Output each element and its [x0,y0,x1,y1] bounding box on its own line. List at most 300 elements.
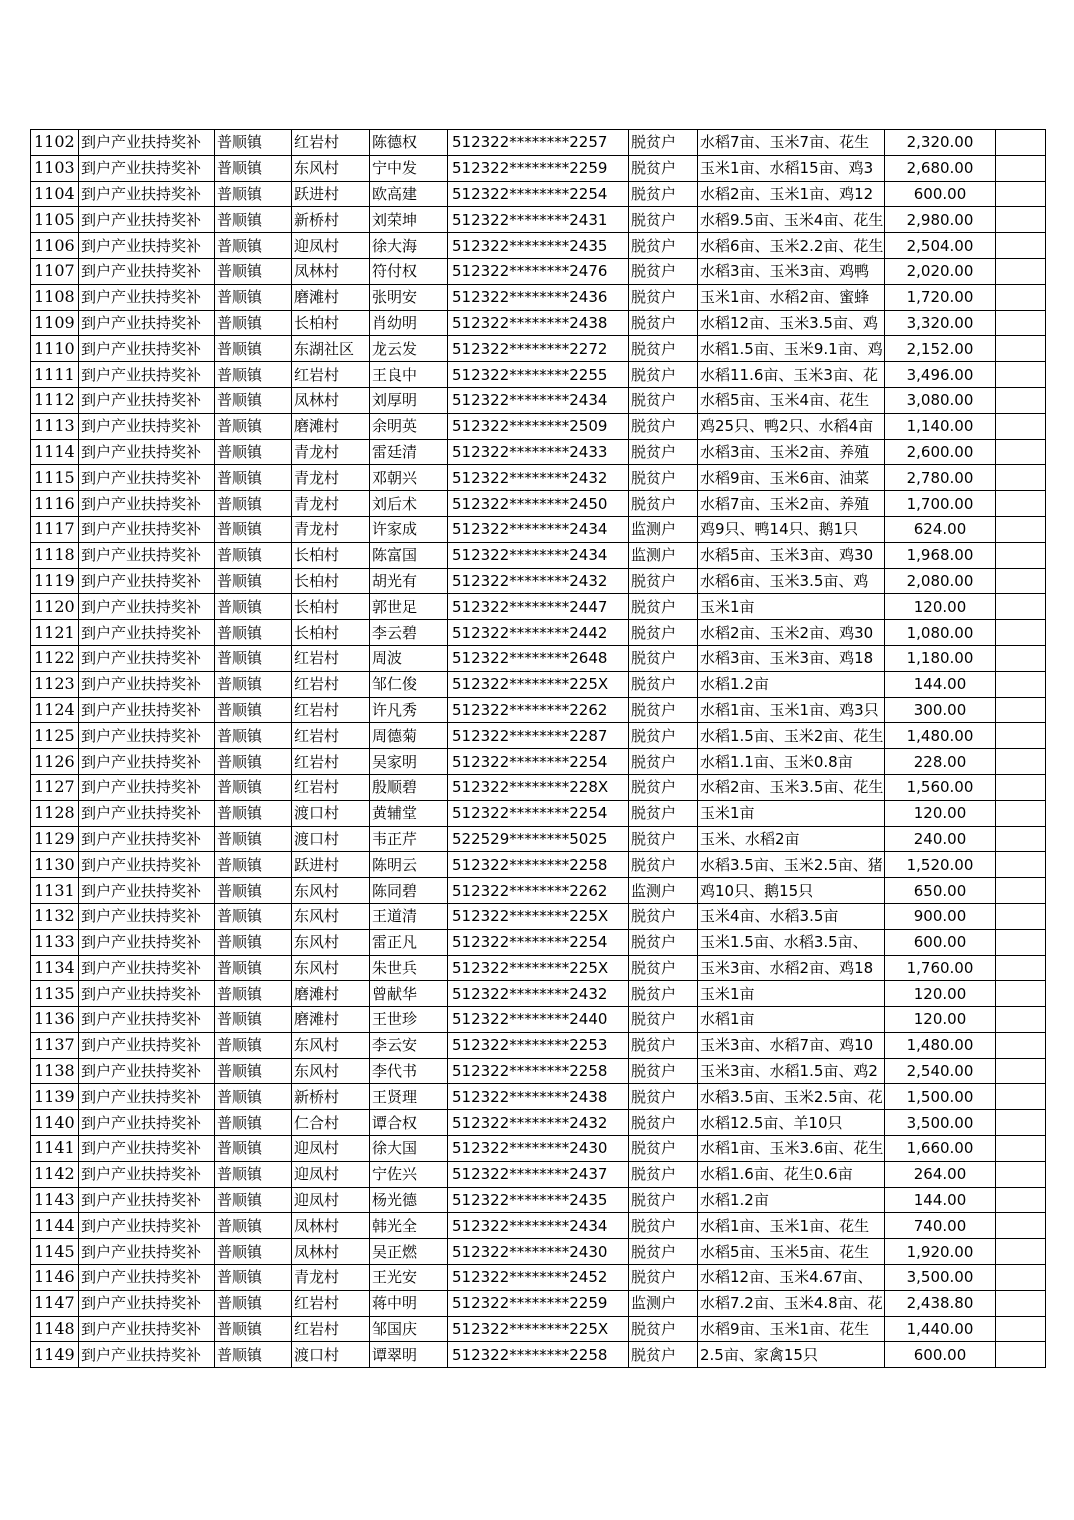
household-type-cell: 脱贫户 [629,387,698,413]
detail-cell: 玉米1亩、水稻15亩、鸡3 [698,155,885,181]
row-number: 1147 [31,1290,79,1316]
town-cell: 普顺镇 [215,1290,292,1316]
table-row [31,130,1046,156]
amount-cell: 1,560.00 [885,774,996,800]
row-number: 1114 [31,439,79,465]
name-cell: 谭翠明 [370,1342,448,1368]
household-type-cell: 脱贫户 [629,1239,698,1265]
table-row [31,1239,1046,1265]
household-type-cell: 脱贫户 [629,1136,698,1162]
name-cell: 欧高建 [370,181,448,207]
table-row [31,878,1046,904]
village-cell: 红岩村 [292,697,370,723]
town-cell: 普顺镇 [215,1007,292,1033]
household-type-cell: 脱贫户 [629,413,698,439]
household-type-cell: 脱贫户 [629,181,698,207]
id-number-cell: 512322********228X [448,774,629,800]
town-cell: 普顺镇 [215,749,292,775]
project-cell: 到户产业扶持奖补 [79,491,215,517]
amount-cell: 3,500.00 [885,1265,996,1291]
row-number: 1109 [31,310,79,336]
project-cell: 到户产业扶持奖补 [79,878,215,904]
amount-cell: 1,920.00 [885,1239,996,1265]
id-number-cell: 512322********2434 [448,542,629,568]
town-cell: 普顺镇 [215,620,292,646]
project-cell: 到户产业扶持奖补 [79,852,215,878]
id-number-cell: 512322********2255 [448,362,629,388]
household-type-cell: 脱贫户 [629,903,698,929]
town-cell: 普顺镇 [215,1161,292,1187]
amount-cell: 2,504.00 [885,233,996,259]
note-cell [996,1161,1046,1187]
town-cell: 普顺镇 [215,1213,292,1239]
town-cell: 普顺镇 [215,723,292,749]
row-number: 1115 [31,465,79,491]
project-cell: 到户产业扶持奖补 [79,671,215,697]
town-cell: 普顺镇 [215,1032,292,1058]
town-cell: 普顺镇 [215,336,292,362]
table-row [31,516,1046,542]
note-cell [996,1213,1046,1239]
project-cell: 到户产业扶持奖补 [79,465,215,491]
amount-cell: 600.00 [885,1342,996,1368]
village-cell: 磨滩村 [292,284,370,310]
name-cell: 邹国庆 [370,1316,448,1342]
detail-cell: 水稻5亩、玉米5亩、花生 [698,1239,885,1265]
household-type-cell: 脱贫户 [629,929,698,955]
row-number: 1136 [31,1007,79,1033]
amount-cell: 3,496.00 [885,362,996,388]
note-cell [996,439,1046,465]
project-cell: 到户产业扶持奖补 [79,1110,215,1136]
table-row [31,284,1046,310]
village-cell: 磨滩村 [292,981,370,1007]
detail-cell: 水稻6亩、玉米2.2亩、花生 [698,233,885,259]
table-row [31,826,1046,852]
amount-cell: 2,152.00 [885,336,996,362]
town-cell: 普顺镇 [215,671,292,697]
project-cell: 到户产业扶持奖补 [79,181,215,207]
town-cell: 普顺镇 [215,1316,292,1342]
household-type-cell: 脱贫户 [629,955,698,981]
row-number: 1102 [31,130,79,156]
amount-cell: 600.00 [885,181,996,207]
village-cell: 东风村 [292,903,370,929]
id-number-cell: 512322********2432 [448,981,629,1007]
table-row [31,233,1046,259]
detail-cell: 玉米1亩、水稻2亩、蜜蜂 [698,284,885,310]
project-cell: 到户产业扶持奖补 [79,336,215,362]
note-cell [996,362,1046,388]
note-cell [996,516,1046,542]
name-cell: 雷正凡 [370,929,448,955]
amount-cell: 240.00 [885,826,996,852]
note-cell [996,1316,1046,1342]
name-cell: 曾献华 [370,981,448,1007]
table-row [31,155,1046,181]
detail-cell: 水稻2亩、玉米1亩、鸡12 [698,181,885,207]
household-type-cell: 监测户 [629,542,698,568]
table-row [31,181,1046,207]
household-type-cell: 脱贫户 [629,362,698,388]
project-cell: 到户产业扶持奖补 [79,1032,215,1058]
note-cell [996,465,1046,491]
project-cell: 到户产业扶持奖补 [79,1161,215,1187]
amount-cell: 120.00 [885,800,996,826]
id-number-cell: 512322********2430 [448,1239,629,1265]
row-number: 1132 [31,903,79,929]
table-row [31,207,1046,233]
table-row [31,1187,1046,1213]
amount-cell: 2,438.80 [885,1290,996,1316]
name-cell: 王世珍 [370,1007,448,1033]
row-number: 1105 [31,207,79,233]
note-cell [996,852,1046,878]
table-row [31,1032,1046,1058]
town-cell: 普顺镇 [215,233,292,259]
id-number-cell: 512322********2452 [448,1265,629,1291]
town-cell: 普顺镇 [215,1239,292,1265]
table-row [31,1342,1046,1368]
amount-cell: 1,520.00 [885,852,996,878]
note-cell [996,387,1046,413]
note-cell [996,1239,1046,1265]
name-cell: 郭世足 [370,594,448,620]
detail-cell: 水稻12亩、玉米3.5亩、鸡 [698,310,885,336]
household-type-cell: 脱贫户 [629,284,698,310]
table-row [31,413,1046,439]
name-cell: 邹仁俊 [370,671,448,697]
household-type-cell: 脱贫户 [629,233,698,259]
project-cell: 到户产业扶持奖补 [79,620,215,646]
id-number-cell: 512322********2476 [448,258,629,284]
detail-cell: 水稻12亩、玉米4.67亩、 [698,1265,885,1291]
amount-cell: 120.00 [885,1007,996,1033]
name-cell: 肖幼明 [370,310,448,336]
village-cell: 迎凤村 [292,1161,370,1187]
row-number: 1130 [31,852,79,878]
project-cell: 到户产业扶持奖补 [79,800,215,826]
amount-cell: 1,720.00 [885,284,996,310]
table-row [31,1058,1046,1084]
detail-cell: 水稻1.2亩 [698,671,885,697]
id-number-cell: 512322********2430 [448,1136,629,1162]
row-number: 1120 [31,594,79,620]
village-cell: 东风村 [292,878,370,904]
detail-cell: 水稻3亩、玉米3亩、鸡18 [698,645,885,671]
name-cell: 刘厚明 [370,387,448,413]
table-row [31,465,1046,491]
project-cell: 到户产业扶持奖补 [79,1058,215,1084]
project-cell: 到户产业扶持奖补 [79,542,215,568]
id-number-cell: 512322********2253 [448,1032,629,1058]
name-cell: 殷顺碧 [370,774,448,800]
id-number-cell: 512322********2432 [448,1110,629,1136]
village-cell: 长柏村 [292,594,370,620]
town-cell: 普顺镇 [215,155,292,181]
village-cell: 凤林村 [292,1239,370,1265]
name-cell: 陈明云 [370,852,448,878]
row-number: 1133 [31,929,79,955]
detail-cell: 玉米4亩、水稻3.5亩 [698,903,885,929]
amount-cell: 1,700.00 [885,491,996,517]
id-number-cell: 512322********2272 [448,336,629,362]
village-cell: 红岩村 [292,774,370,800]
note-cell [996,1136,1046,1162]
note-cell [996,929,1046,955]
project-cell: 到户产业扶持奖补 [79,568,215,594]
project-cell: 到户产业扶持奖补 [79,516,215,542]
household-type-cell: 脱贫户 [629,1084,698,1110]
project-cell: 到户产业扶持奖补 [79,1342,215,1368]
detail-cell: 水稻3亩、玉米2亩、养殖 [698,439,885,465]
village-cell: 东湖社区 [292,336,370,362]
note-cell [996,826,1046,852]
household-type-cell: 脱贫户 [629,336,698,362]
name-cell: 符付权 [370,258,448,284]
row-number: 1142 [31,1161,79,1187]
detail-cell: 水稻3亩、玉米3亩、鸡鸭 [698,258,885,284]
household-type-cell: 脱贫户 [629,207,698,233]
name-cell: 陈富国 [370,542,448,568]
row-number: 1129 [31,826,79,852]
detail-cell: 水稻9亩、玉米1亩、花生 [698,1316,885,1342]
table-row [31,258,1046,284]
village-cell: 迎凤村 [292,1187,370,1213]
detail-cell: 水稻5亩、玉米3亩、鸡30 [698,542,885,568]
town-cell: 普顺镇 [215,491,292,517]
name-cell: 龙云发 [370,336,448,362]
id-number-cell: 512322********2432 [448,465,629,491]
id-number-cell: 512322********2436 [448,284,629,310]
detail-cell: 鸡9只、鸭14只、鹅1只 [698,516,885,542]
detail-cell: 玉米1.5亩、水稻3.5亩、 [698,929,885,955]
row-number: 1145 [31,1239,79,1265]
project-cell: 到户产业扶持奖补 [79,310,215,336]
name-cell: 胡光有 [370,568,448,594]
name-cell: 徐大海 [370,233,448,259]
village-cell: 红岩村 [292,362,370,388]
name-cell: 韦正芹 [370,826,448,852]
project-cell: 到户产业扶持奖补 [79,697,215,723]
village-cell: 红岩村 [292,645,370,671]
town-cell: 普顺镇 [215,1058,292,1084]
row-number: 1134 [31,955,79,981]
note-cell [996,749,1046,775]
project-cell: 到户产业扶持奖补 [79,1084,215,1110]
detail-cell: 玉米1亩 [698,594,885,620]
row-number: 1111 [31,362,79,388]
amount-cell: 1,480.00 [885,1032,996,1058]
id-number-cell: 512322********2509 [448,413,629,439]
household-type-cell: 脱贫户 [629,594,698,620]
note-cell [996,1290,1046,1316]
row-number: 1106 [31,233,79,259]
amount-cell: 1,500.00 [885,1084,996,1110]
household-type-cell: 脱贫户 [629,852,698,878]
note-cell [996,903,1046,929]
amount-cell: 2,980.00 [885,207,996,233]
note-cell [996,697,1046,723]
detail-cell: 鸡10只、鹅15只 [698,878,885,904]
id-number-cell: 512322********225X [448,671,629,697]
detail-cell: 鸡25只、鸭2只、水稻4亩 [698,413,885,439]
village-cell: 青龙村 [292,465,370,491]
detail-cell: 水稻1.5亩、玉米9.1亩、鸡 [698,336,885,362]
table-row [31,568,1046,594]
project-cell: 到户产业扶持奖补 [79,1213,215,1239]
household-type-cell: 脱贫户 [629,1161,698,1187]
project-cell: 到户产业扶持奖补 [79,155,215,181]
village-cell: 渡口村 [292,826,370,852]
id-number-cell: 512322********2442 [448,620,629,646]
village-cell: 红岩村 [292,1290,370,1316]
name-cell: 王良中 [370,362,448,388]
id-number-cell: 512322********2259 [448,155,629,181]
detail-cell: 水稻1.1亩、玉米0.8亩 [698,749,885,775]
name-cell: 刘荣坤 [370,207,448,233]
household-type-cell: 脱贫户 [629,620,698,646]
note-cell [996,774,1046,800]
household-type-cell: 脱贫户 [629,1058,698,1084]
village-cell: 东风村 [292,155,370,181]
table-row [31,955,1046,981]
detail-cell: 水稻1.2亩 [698,1187,885,1213]
detail-cell: 水稻1亩、玉米1亩、鸡3只 [698,697,885,723]
note-cell [996,723,1046,749]
table-row [31,1084,1046,1110]
town-cell: 普顺镇 [215,929,292,955]
name-cell: 朱世兵 [370,955,448,981]
town-cell: 普顺镇 [215,981,292,1007]
table-row [31,800,1046,826]
id-number-cell: 512322********2435 [448,233,629,259]
row-number: 1131 [31,878,79,904]
subsidy-table [30,129,1046,1368]
detail-cell: 水稻3.5亩、玉米2.5亩、花 [698,1084,885,1110]
table-row [31,1265,1046,1291]
household-type-cell: 脱贫户 [629,1032,698,1058]
project-cell: 到户产业扶持奖补 [79,749,215,775]
village-cell: 东风村 [292,955,370,981]
detail-cell: 水稻5亩、玉米4亩、花生 [698,387,885,413]
id-number-cell: 512322********2438 [448,310,629,336]
detail-cell: 玉米、水稻2亩 [698,826,885,852]
name-cell: 蒋中明 [370,1290,448,1316]
village-cell: 凤林村 [292,387,370,413]
project-cell: 到户产业扶持奖补 [79,207,215,233]
note-cell [996,542,1046,568]
row-number: 1128 [31,800,79,826]
id-number-cell: 512322********2254 [448,929,629,955]
name-cell: 许凡秀 [370,697,448,723]
town-cell: 普顺镇 [215,516,292,542]
id-number-cell: 512322********2258 [448,852,629,878]
household-type-cell: 脱贫户 [629,491,698,517]
amount-cell: 2,600.00 [885,439,996,465]
amount-cell: 1,180.00 [885,645,996,671]
row-number: 1121 [31,620,79,646]
village-cell: 青龙村 [292,1265,370,1291]
row-number: 1148 [31,1316,79,1342]
id-number-cell: 512322********2254 [448,749,629,775]
name-cell: 徐大国 [370,1136,448,1162]
town-cell: 普顺镇 [215,697,292,723]
row-number: 1149 [31,1342,79,1368]
id-number-cell: 512322********2258 [448,1342,629,1368]
row-number: 1112 [31,387,79,413]
note-cell [996,955,1046,981]
town-cell: 普顺镇 [215,310,292,336]
town-cell: 普顺镇 [215,1136,292,1162]
table-row [31,723,1046,749]
note-cell [996,310,1046,336]
household-type-cell: 脱贫户 [629,155,698,181]
note-cell [996,284,1046,310]
row-number: 1141 [31,1136,79,1162]
row-number: 1137 [31,1032,79,1058]
id-number-cell: 512322********2287 [448,723,629,749]
detail-cell: 水稻12.5亩、羊10只 [698,1110,885,1136]
detail-cell: 水稻7亩、玉米2亩、养殖 [698,491,885,517]
name-cell: 吴家明 [370,749,448,775]
village-cell: 长柏村 [292,542,370,568]
amount-cell: 2,540.00 [885,1058,996,1084]
id-number-cell: 512322********2648 [448,645,629,671]
id-number-cell: 512322********2262 [448,697,629,723]
detail-cell: 水稻2亩、玉米3.5亩、花生 [698,774,885,800]
household-type-cell: 脱贫户 [629,1316,698,1342]
name-cell: 刘后术 [370,491,448,517]
amount-cell: 144.00 [885,671,996,697]
household-type-cell: 脱贫户 [629,1342,698,1368]
town-cell: 普顺镇 [215,903,292,929]
village-cell: 新桥村 [292,207,370,233]
amount-cell: 2,080.00 [885,568,996,594]
village-cell: 青龙村 [292,439,370,465]
row-number: 1126 [31,749,79,775]
village-cell: 青龙村 [292,516,370,542]
household-type-cell: 脱贫户 [629,800,698,826]
town-cell: 普顺镇 [215,1110,292,1136]
id-number-cell: 512322********2450 [448,491,629,517]
household-type-cell: 脱贫户 [629,310,698,336]
town-cell: 普顺镇 [215,387,292,413]
table-row [31,903,1046,929]
village-cell: 迎凤村 [292,1136,370,1162]
village-cell: 红岩村 [292,749,370,775]
id-number-cell: 512322********225X [448,955,629,981]
note-cell [996,878,1046,904]
note-cell [996,233,1046,259]
town-cell: 普顺镇 [215,542,292,568]
town-cell: 普顺镇 [215,413,292,439]
id-number-cell: 512322********2258 [448,1058,629,1084]
row-number: 1138 [31,1058,79,1084]
project-cell: 到户产业扶持奖补 [79,233,215,259]
project-cell: 到户产业扶持奖补 [79,258,215,284]
table-row [31,310,1046,336]
note-cell [996,207,1046,233]
note-cell [996,413,1046,439]
town-cell: 普顺镇 [215,439,292,465]
town-cell: 普顺镇 [215,1342,292,1368]
table-row [31,542,1046,568]
town-cell: 普顺镇 [215,800,292,826]
project-cell: 到户产业扶持奖补 [79,594,215,620]
table-row [31,671,1046,697]
table-row [31,620,1046,646]
